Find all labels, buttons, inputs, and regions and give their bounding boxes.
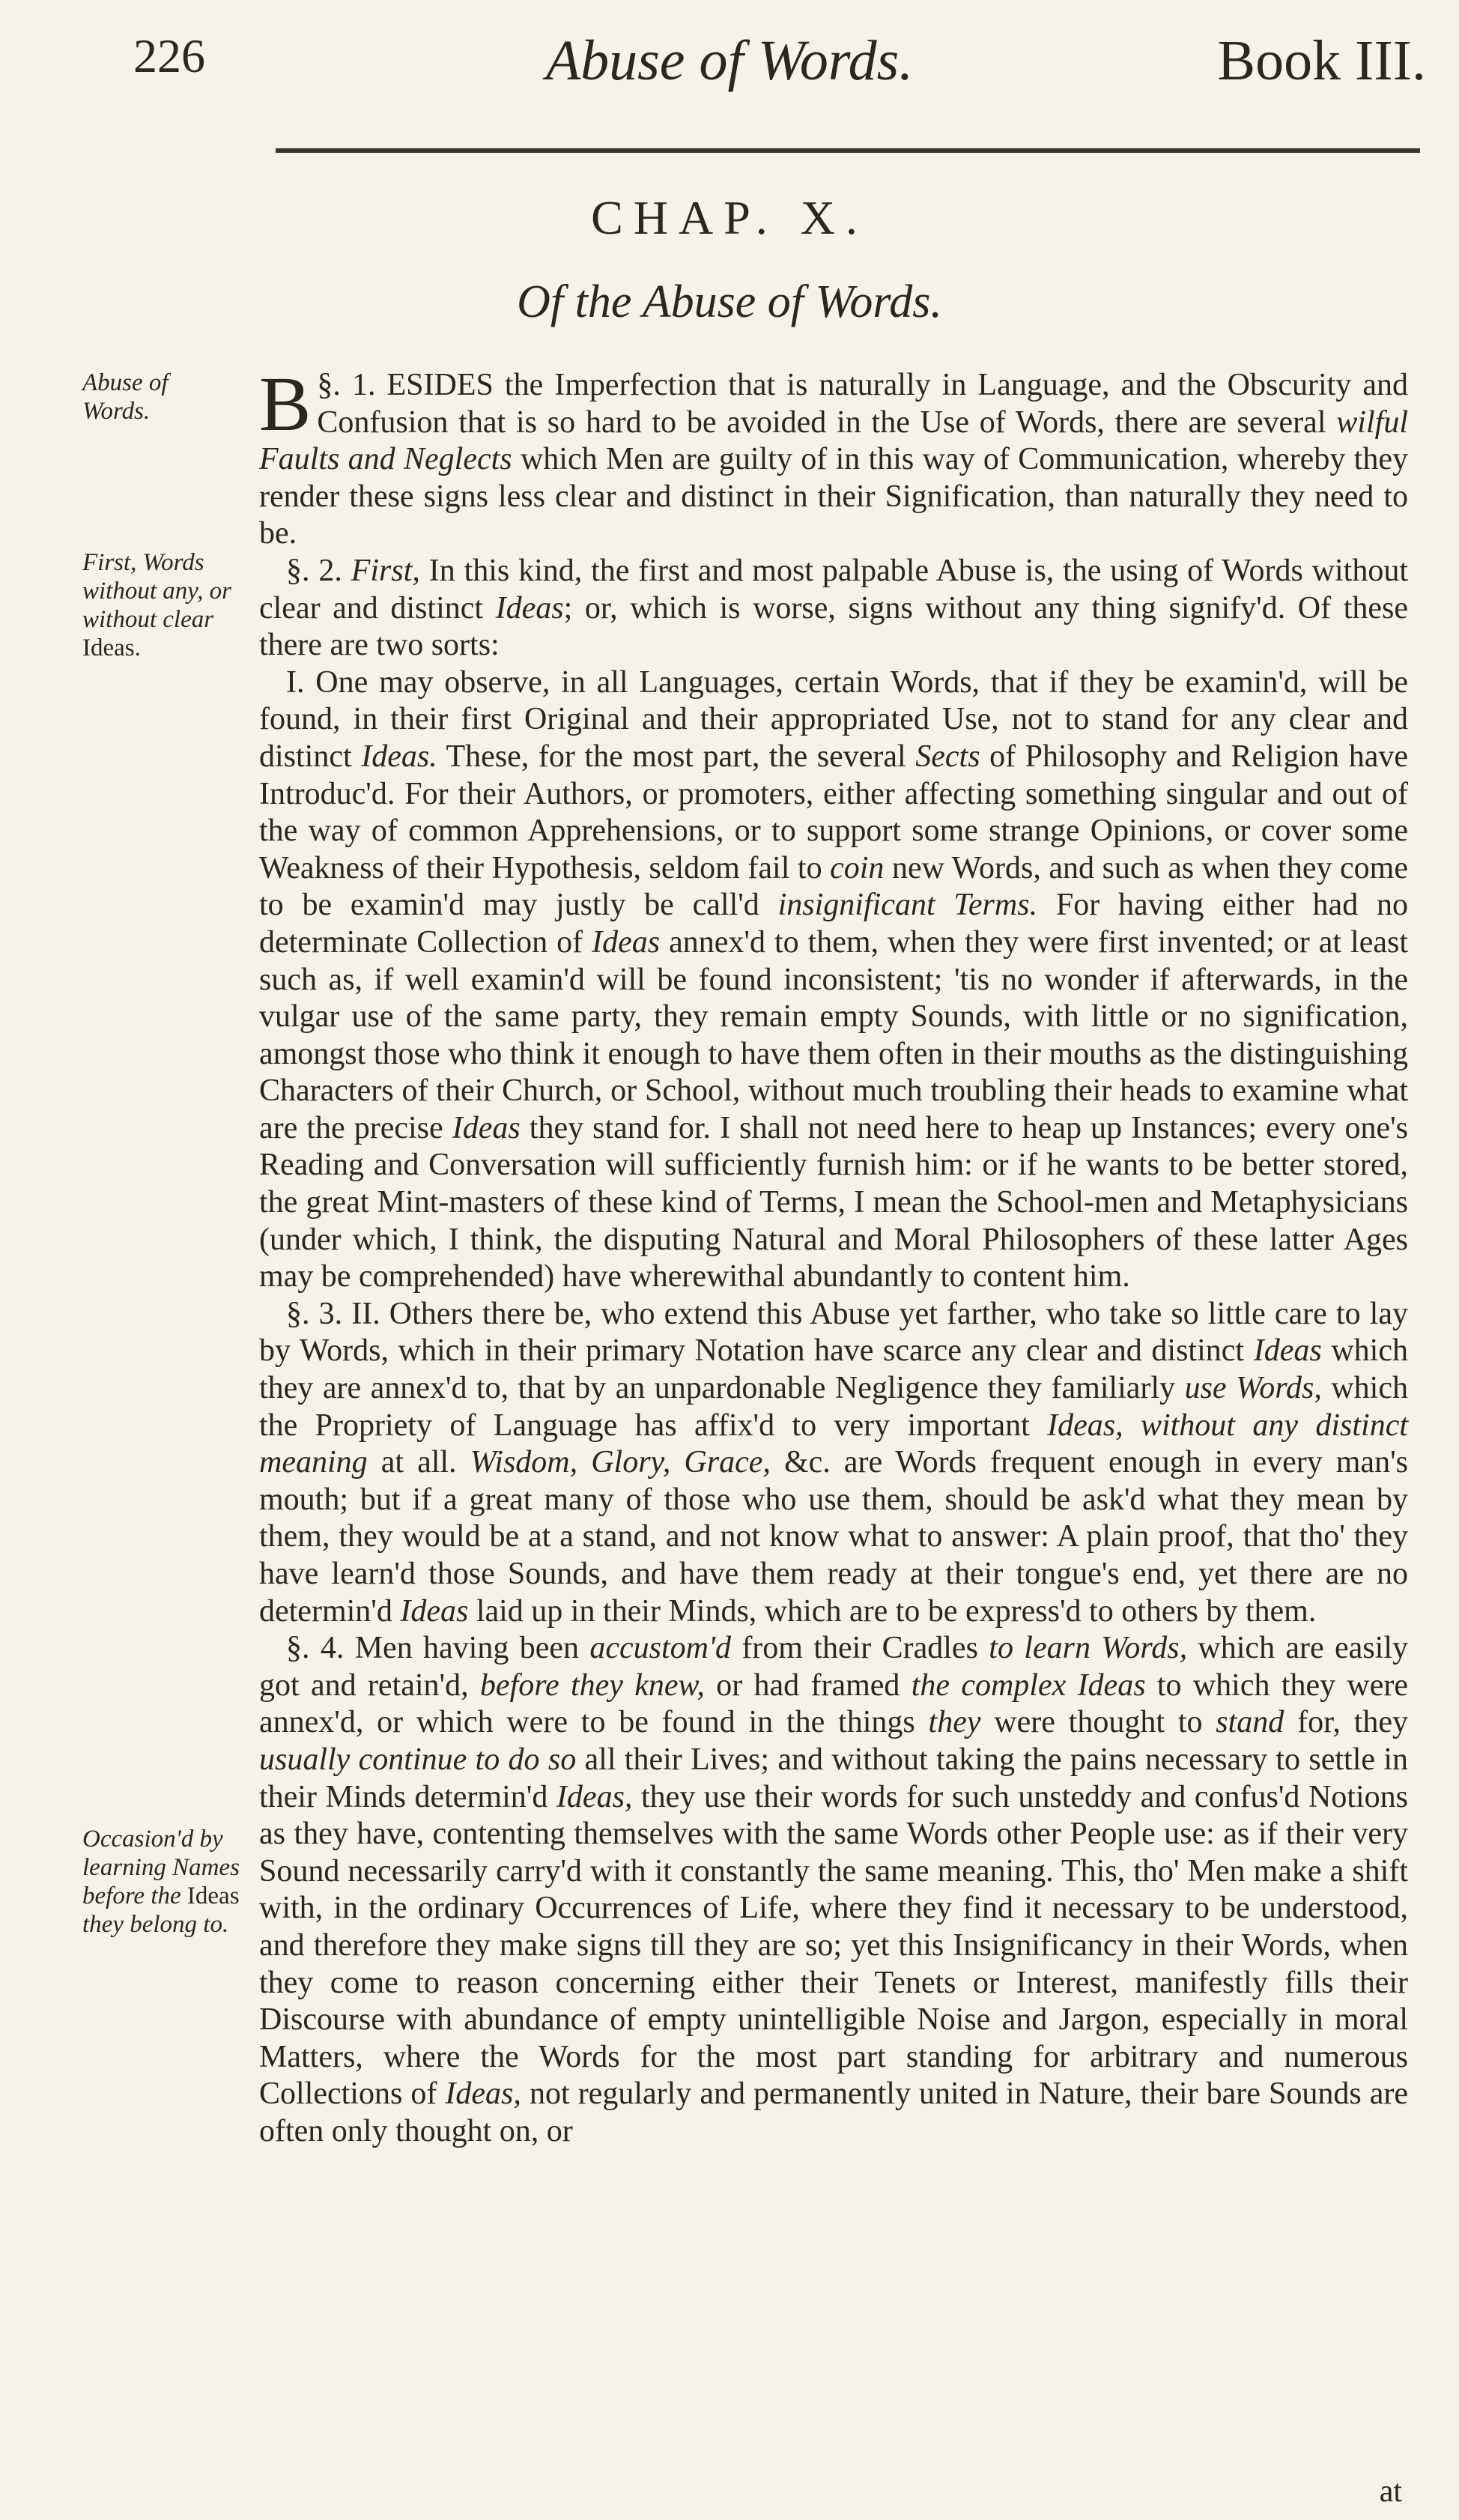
chapter-title: Of the Abuse of Words. [517, 276, 942, 327]
running-title: Abuse of Words. [545, 29, 914, 92]
section-number: §. 2. [286, 553, 342, 588]
text-run: or had framed [704, 1668, 912, 1703]
text-run: all their Lives; and without taking the pains necessary to settle in their Minds determin'd [259, 1742, 1408, 1814]
section-2 [259, 553, 1408, 664]
italic-run: Ideas. [361, 739, 437, 774]
text-run: from their Cradles [730, 1631, 989, 1666]
text-run: II. Others there be, who extend this Abuse yet farther, who take so little care to lay by Words, which in their primary Notation have scarce any clear and distinct [259, 1296, 1408, 1369]
italic-run: Ideas [400, 1593, 469, 1629]
italic-run: Ideas [452, 1110, 521, 1145]
margin-note-occasioned-ideas: Ideas [186, 1883, 240, 1909]
text-run: for, they [1284, 1705, 1409, 1740]
italic-run: Wisdom, Glory, Grace, [470, 1445, 771, 1480]
text-run: they use their words for such unsteddy and confus'd Notions as they have, contenting themselves with the same Words other People use: as if their very Sound necessarily carry'd with it constantly the same meaning. This, tho' Men make a shift with, in the ordinary Occurrences of Life, where they find it necessary to be understood, and therefore they make signs till they are so; yet this Insignificancy in their Words, when they come to reason concerning either their Tenets or Interest, manifestly fills their Discourse with abundance of empty unintelligible Noise and Jargon, especially in moral Matters, where the Words for the most part standing for arbitrary and numerous Collections of [259, 1779, 1409, 2112]
section-4 [259, 1630, 1408, 2150]
italic-run: Ideas [495, 590, 564, 626]
text-run: of Philosophy and Religion have Introduc'd. For their Authors, or promoters, either affecting something singular and out of the way of common Apprehensions, or to support some strange Opinions, or cover some Weakness of their Hypothesis, seldom fail to [259, 739, 1408, 885]
margin-note-occasioned-c: they belong to. [82, 1911, 229, 1938]
text-run: For having either had no determinate Collection of [259, 888, 1408, 960]
text-run: new Words, and such as when they come to be examin'd may justly be call'd [259, 850, 1408, 923]
italic-run: wilful Faults and Neglects [259, 405, 1408, 477]
margin-note-abuse: Abuse of Words. [82, 369, 169, 425]
drop-cap: B [259, 361, 312, 447]
page-number: 226 [133, 29, 205, 82]
italic-run: stand [1216, 1705, 1284, 1740]
italic-run: to learn Words, [989, 1631, 1188, 1666]
italic-run: use Words, [1184, 1371, 1322, 1406]
italic-run: accustom'd [589, 1631, 731, 1666]
section-number: §. 3. [286, 1296, 343, 1331]
margin-note-occasioned [82, 1825, 240, 1939]
italic-run: Ideas, [556, 1779, 633, 1814]
text-run: I. One may observe, in all Languages, certain Words, that if they be examin'd, will be found, in their first Original and their appropriated Use, not to stand for any clear and distinct [259, 664, 1408, 774]
italic-run: Ideas [1253, 1333, 1322, 1369]
italic-run: First, [351, 553, 420, 588]
text-run: which Men are guilty of in this way of Communication, whereby they render these signs less clear and distinct in their Signification, than naturally they need to be. [259, 442, 1408, 551]
text-run: which the Propriety of Language has affix'd to very important [259, 1371, 1408, 1443]
book-number: Book III. [1217, 29, 1426, 92]
text-run: they stand for. I shall not need here to heap up Instances; every one's Reading and Conversation will sufficiently furnish him: or if he wants to be better stored, the great Mint-masters of these kind of Terms, I mean the School-men and Metaphysicians (under which, I think, the disputing Natural and Moral Philosophers of these latter Ages may be comprehended) have wherewithal abundantly to content him. [259, 1110, 1408, 1294]
header-rule [276, 148, 1420, 153]
text-run: not regularly and permanently united in Nature, their bare Sounds are often only thought on, or [259, 2077, 1408, 2148]
text-run: which they are annex'd to, that by an unpardonable Negligence they familiarly [259, 1333, 1408, 1406]
text-run: These, for the most part, the several [437, 739, 916, 774]
italic-run: before they knew, [479, 1668, 705, 1703]
catchword: at [1379, 2474, 1402, 2509]
margin-note-first [82, 548, 240, 662]
text-run: &c. are Words frequent enough in every man's mouth; but if a great many of those who use them, should be ask'd what they mean by them, they would be at a stand, and not know what to answer: A plain proof, that tho' they have learn'd those Sounds, and have them ready at their tongue's end, yet there are no determin'd [259, 1445, 1408, 1629]
italic-run: coin [830, 850, 885, 885]
italic-run: Ideas [592, 924, 661, 960]
italic-run: Sects [915, 739, 980, 774]
text-run: to which they were annex'd, or which were to be found in the things [259, 1668, 1408, 1740]
margin-note-first-ideas: Ideas. [82, 634, 141, 661]
italic-run: Ideas, [445, 2077, 521, 2112]
text-run: laid up in their Minds, which are to be express'd to others by them. [468, 1593, 1317, 1629]
section-2-part-1 [259, 664, 1408, 1296]
margin-note-occasioned-a: Occasion'd by learning Names before the [82, 1826, 240, 1909]
italic-run: Ideas, without any distinct meaning [259, 1408, 1409, 1480]
italic-run: usually continue to do so [259, 1742, 577, 1777]
italic-run: the complex Ideas [911, 1668, 1146, 1703]
text-run: were thought to [980, 1705, 1216, 1740]
section-number: §. 4. [286, 1631, 345, 1666]
margin-note-first-text: First, Words without any, or without clear [82, 549, 231, 633]
text-run: In this kind, the first and most palpable Abuse is, the using of Words without clear and distinct [259, 553, 1409, 626]
italic-run: insignificant Terms. [777, 888, 1038, 923]
text-run: ; or, which is worse, signs without any thing signify'd. Of these there are two sorts: [259, 590, 1408, 663]
italic-run: they [928, 1705, 981, 1740]
main-text [259, 361, 1409, 2151]
text-run: at all. [367, 1445, 470, 1480]
text-run: ESIDES the Imperfection that is naturally in Language, and the Obscurity and Confusion that is so hard to be avoided in the Use of Words, there are several [317, 368, 1408, 440]
text-run: Men having been [344, 1631, 590, 1666]
text-run: annex'd to them, when they were first invented; or at least such as, if well examin'd will be found inconsistent; 'tis no wonder if afterwards, in the vulgar use of the same party, they remain empty Sounds, with little or no signification, amongst those who think it enough to have them often in their mouths as the distinguishing Characters of their Church, or School, without much troubling their heads to examine what are the precise [259, 924, 1409, 1145]
chapter-heading: CHAP. X. [591, 191, 868, 244]
section-3 [259, 1296, 1408, 1630]
section-1 [259, 361, 1408, 553]
text-run: which are easily got and retain'd, [259, 1631, 1409, 1703]
section-number: §. 1. [317, 368, 376, 402]
